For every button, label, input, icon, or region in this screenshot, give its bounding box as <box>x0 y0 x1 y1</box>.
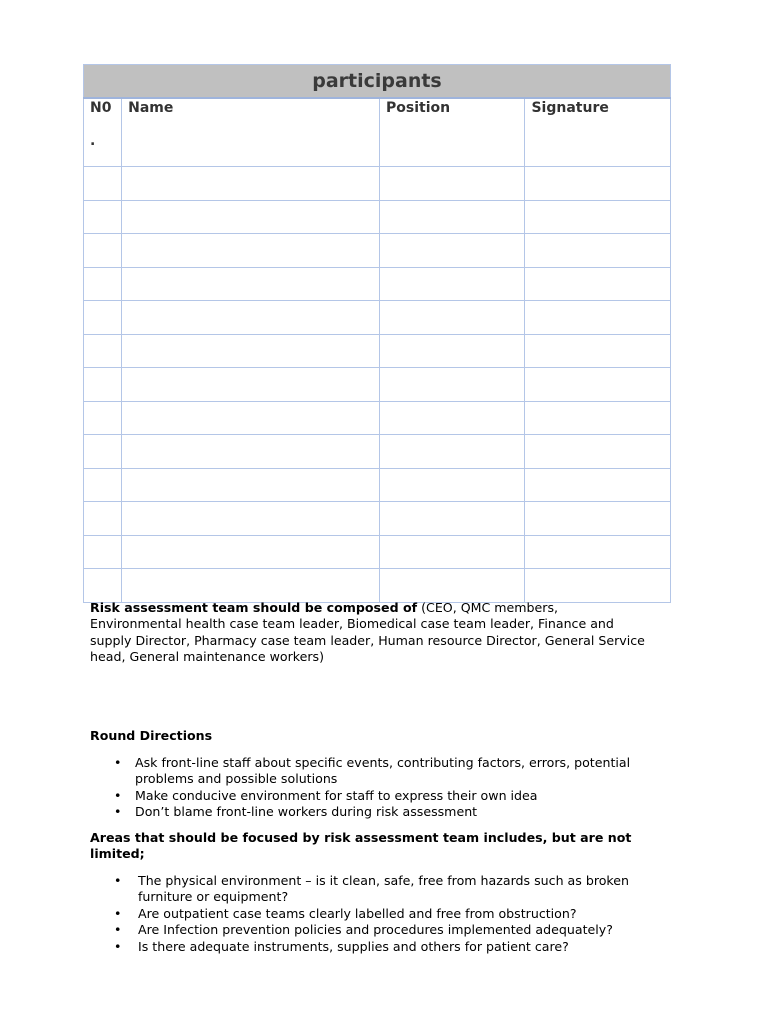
table-row <box>84 301 671 335</box>
signature-cell[interactable] <box>525 368 671 402</box>
position-cell[interactable] <box>379 535 524 569</box>
table-row <box>84 334 671 368</box>
participants-table-wrap <box>83 64 671 603</box>
position-cell[interactable] <box>379 435 524 469</box>
no-cell[interactable] <box>84 368 122 402</box>
no-cell[interactable] <box>84 468 122 502</box>
position-cell[interactable] <box>379 368 524 402</box>
table-row <box>84 200 671 234</box>
position-cell[interactable] <box>379 267 524 301</box>
no-cell[interactable] <box>84 502 122 536</box>
position-cell[interactable] <box>379 401 524 435</box>
round-directions-list <box>90 755 650 821</box>
no-cell[interactable] <box>84 435 122 469</box>
list-item: • Don’t blame front-line workers during risk assessment <box>90 804 650 820</box>
name-cell[interactable] <box>122 435 380 469</box>
table-row <box>84 435 671 469</box>
table-row <box>84 267 671 301</box>
position-cell[interactable] <box>379 502 524 536</box>
no-cell[interactable] <box>84 267 122 301</box>
position-cell[interactable] <box>379 334 524 368</box>
name-cell[interactable] <box>122 234 380 268</box>
signature-cell[interactable] <box>525 334 671 368</box>
team-composition-lead: Risk assessment team should be composed of <box>90 600 418 615</box>
signature-cell[interactable] <box>525 301 671 335</box>
header-signature: Signature <box>525 98 671 167</box>
no-cell[interactable] <box>84 401 122 435</box>
name-cell[interactable] <box>122 200 380 234</box>
team-composition-paragraph <box>90 600 650 666</box>
header-position: Position <box>379 98 524 167</box>
no-cell[interactable] <box>84 334 122 368</box>
name-cell[interactable] <box>122 468 380 502</box>
name-cell[interactable] <box>122 569 380 603</box>
no-cell[interactable] <box>84 234 122 268</box>
name-cell[interactable] <box>122 301 380 335</box>
signature-cell[interactable] <box>525 468 671 502</box>
list-item: • Are Infection prevention policies and procedures implemented adequately? <box>90 922 650 938</box>
no-cell[interactable] <box>84 301 122 335</box>
table-row <box>84 468 671 502</box>
list-item: • Is there adequate instruments, supplies and others for patient care? <box>90 939 650 955</box>
signature-cell[interactable] <box>525 200 671 234</box>
table-row <box>84 368 671 402</box>
name-cell[interactable] <box>122 334 380 368</box>
position-cell[interactable] <box>379 468 524 502</box>
team-composition-list: (CEO, QMC members, Environmental health case team leader, Biomedical case team leader, Finance and supply Director, Pharmacy case team leader, Human resource Director, General Service head, General maintenance workers) <box>90 600 645 665</box>
table-row <box>84 234 671 268</box>
position-cell[interactable] <box>379 301 524 335</box>
table-row <box>84 535 671 569</box>
signature-cell[interactable] <box>525 167 671 201</box>
focus-areas-title: Areas that should be focused by risk assessment team includes, but are not limited; <box>90 830 632 862</box>
header-no-label: N0 . <box>90 100 112 149</box>
participants-table <box>83 64 671 603</box>
position-cell[interactable] <box>379 234 524 268</box>
focus-areas-list <box>90 873 650 955</box>
table-title: participants <box>84 65 671 99</box>
list-item: • Ask front-line staff about specific events, contributing factors, errors, potential problems and possible solutions <box>90 755 650 788</box>
table-row <box>84 167 671 201</box>
signature-cell[interactable] <box>525 569 671 603</box>
name-cell[interactable] <box>122 167 380 201</box>
signature-cell[interactable] <box>525 535 671 569</box>
no-cell[interactable] <box>84 200 122 234</box>
list-item: • Are outpatient case teams clearly labelled and free from obstruction? <box>90 906 650 922</box>
signature-cell[interactable] <box>525 435 671 469</box>
no-cell[interactable] <box>84 535 122 569</box>
round-directions-title: Round Directions <box>90 728 213 743</box>
signature-cell[interactable] <box>525 401 671 435</box>
signature-cell[interactable] <box>525 234 671 268</box>
list-item: • Make conducive environment for staff to express their own idea <box>90 788 650 804</box>
no-cell[interactable] <box>84 569 122 603</box>
table-row <box>84 401 671 435</box>
name-cell[interactable] <box>122 535 380 569</box>
name-cell[interactable] <box>122 267 380 301</box>
position-cell[interactable] <box>379 569 524 603</box>
header-name: Name <box>122 98 380 167</box>
name-cell[interactable] <box>122 502 380 536</box>
table-row <box>84 569 671 603</box>
name-cell[interactable] <box>122 401 380 435</box>
signature-cell[interactable] <box>525 267 671 301</box>
list-item: • The physical environment – is it clean, safe, free from hazards such as broken furniture or equipment? <box>90 873 650 906</box>
no-cell[interactable] <box>84 167 122 201</box>
position-cell[interactable] <box>379 200 524 234</box>
name-cell[interactable] <box>122 368 380 402</box>
position-cell[interactable] <box>379 167 524 201</box>
signature-cell[interactable] <box>525 502 671 536</box>
table-row <box>84 502 671 536</box>
header-no <box>84 98 122 167</box>
